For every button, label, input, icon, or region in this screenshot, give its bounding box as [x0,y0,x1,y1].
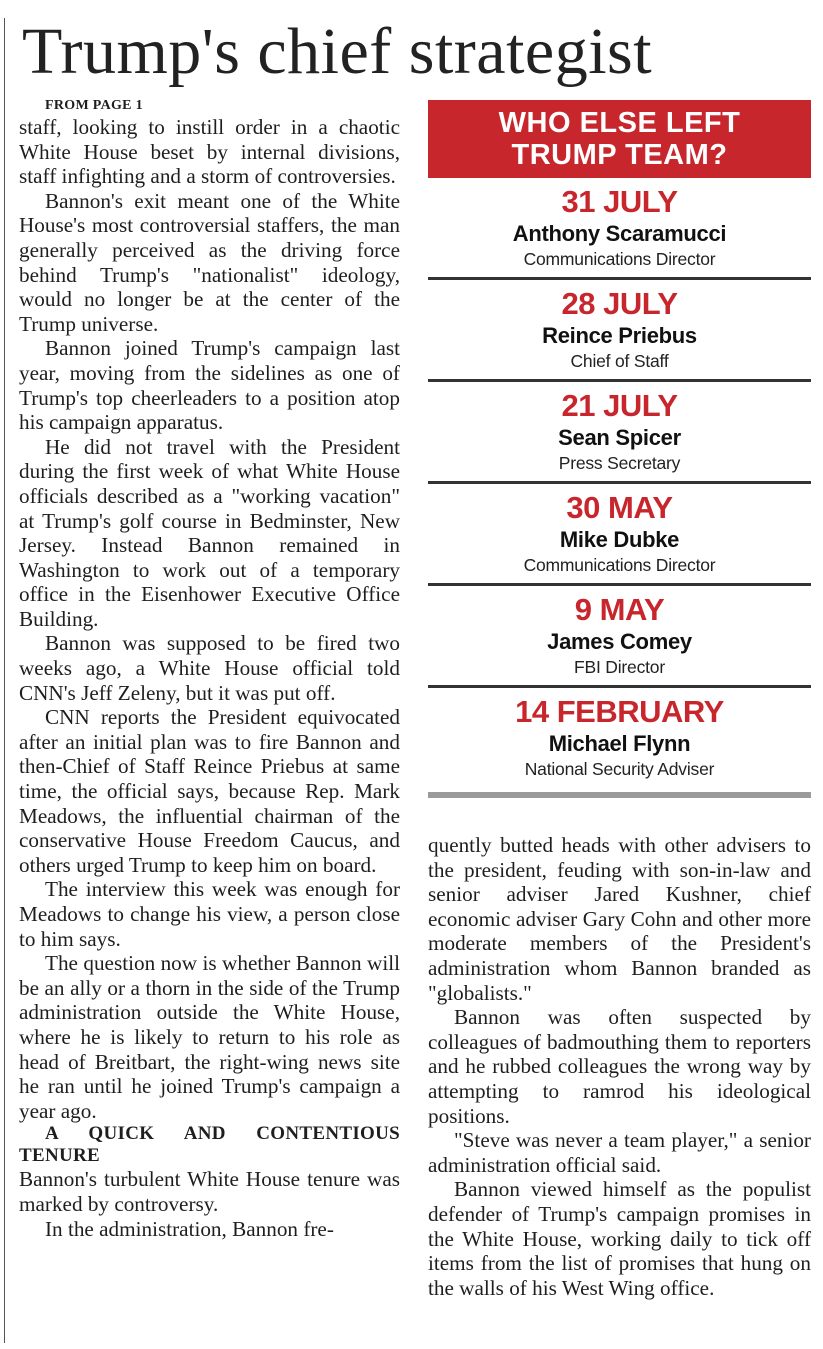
departure-date: 28 JULY [561,286,678,321]
subhead: A QUICK AND CONTENTIOUS TENURE [19,1123,400,1167]
paragraph: Bannon's exit meant one of the White House's most controversial staffers, the man generally perceived as the driving force behind Trump's "nationalist" ideology, would no longer be at the center of the Trump universe. [19,188,400,336]
paragraph: The question now is whether Bannon will be an ally or a thorn in the side of the Trump administration outside the White House, where he is likely to return to his role as head of Breitbart, the right-wing news site he ran until he joined Trump's campaign a year ago. [19,951,400,1123]
departure-role: FBI Director [574,657,665,677]
departure-date: 9 MAY [574,592,665,627]
sidebar-title-line-1: WHO ELSE LEFT [498,107,741,139]
paragraph: CNN reports the President equivocated after an initial plan was to fire Bannon and then-Chief of Staff Reince Priebus at same time, the official says, because Rep. Mark Meadows, the influential chairman of the conservative House Freedom Caucus, and others urged Trump to keep him on board. [19,705,400,877]
paragraph: Bannon viewed himself as the populist defender of Trump's campaign promises in the White House, working daily to tick off items from the list of promises that hung on the walls of his West Wing office. [428,1177,811,1300]
paragraph: In the administration, Bannon fre- [45,1216,334,1241]
departure-entry [428,484,811,586]
departure-entry [428,586,811,688]
departure-date: 30 MAY [566,490,673,525]
kicker: FROM PAGE 1 [45,98,143,113]
departure-entry [428,280,811,382]
departure-entry [428,688,811,798]
paragraph: staff, looking to instill order in a chaotic White House beset by internal divisions, staff infighting and a storm of controversies. [19,115,400,189]
departure-date: 21 JULY [561,388,678,423]
sidebar-who-else-left [428,100,811,818]
paragraph: The interview this week was enough for Meadows to change his view, a person close to him says. [19,877,400,951]
paragraph: He did not travel with the President during the first week of what White House officials described as a "working vacation" at Trump's golf course in Bedminster, New Jersey. Instead Bannon remained in Washington to work out of a temporary office in the Eisenhower Executive Office Building. [19,434,400,631]
column-rule [4,18,5,1343]
departure-name: Anthony Scaramucci [512,221,727,246]
departure-name: Mike Dubke [559,527,680,552]
departure-name: Reince Priebus [542,323,697,348]
left-column [19,97,400,1241]
right-column [428,833,811,1300]
departure-role: Chief of Staff [570,351,669,371]
paragraph: Bannon's turbulent White House tenure was marked by controversy. [19,1167,400,1216]
departure-name: James Comey [547,629,692,654]
departure-role: Press Secretary [558,453,681,473]
paragraph: quently butted heads with other advisers to the president, feuding with son-in-law and senior adviser Jared Kushner, chief economic adviser Gary Cohn and other more moderate members of the President's administration whom Bannon branded as "globalists." [428,833,811,1005]
paragraph: "Steve was never a team player," a senior administration official said. [428,1128,811,1177]
sidebar-header [428,100,811,178]
headline: Trump's chief strategist [22,15,653,88]
departure-name: Michael Flynn [548,731,691,756]
departure-role: Communications Director [523,555,716,575]
departure-role: National Security Adviser [524,759,715,779]
departure-date: 14 FEBRUARY [515,694,724,729]
departure-entry [428,178,811,280]
sidebar-title-line-2: TRUMP TEAM? [511,139,728,171]
paragraph: Bannon was supposed to be fired two weeks ago, a White House official told CNN's Jeff Zeleny, but it was put off. [19,631,400,705]
departure-entry [428,382,811,484]
departure-name: Sean Spicer [558,425,681,450]
paragraph: Bannon was often suspected by colleagues of badmouthing them to reporters and he rubbed colleagues the wrong way by attempting to ramrod his ideological positions. [428,1005,811,1128]
paragraph: Bannon joined Trump's campaign last year, moving from the sidelines as one of Trump's top cheerleaders to a position atop his campaign apparatus. [19,336,400,435]
departure-role: Communications Director [523,249,716,269]
departure-date: 31 JULY [561,184,678,219]
